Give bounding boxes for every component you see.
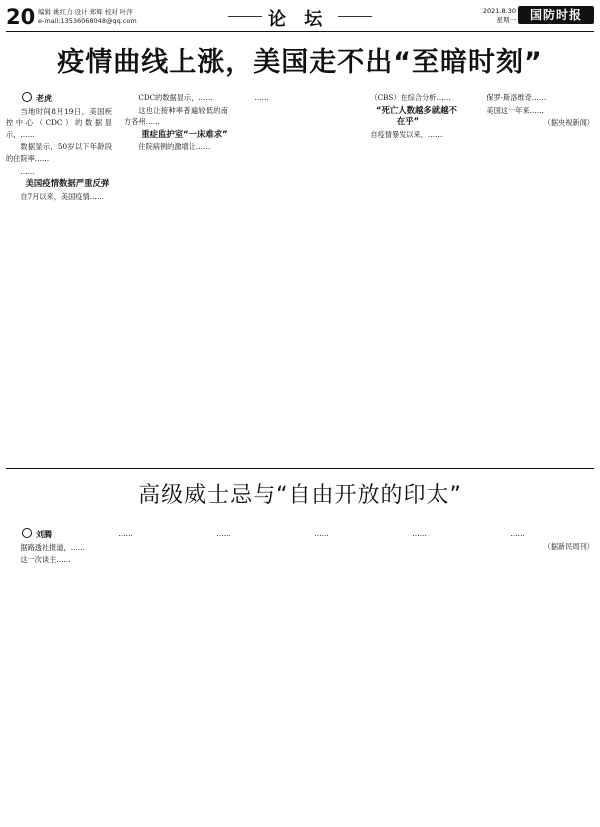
- article1-paragraph: 美国这一年来……: [486, 105, 544, 115]
- article2-byline: 刘腾: [6, 528, 98, 541]
- article1-column-5: [472, 92, 594, 130]
- header-rule: [6, 31, 594, 32]
- article-divider: [6, 468, 594, 469]
- editors-email: e-mail:13536068048@qq.com: [38, 17, 137, 25]
- article1-paragraph: 当地时间8月19日，美国疾控中心（CDC）的数据显示，……: [6, 106, 112, 139]
- article1-paragraph: ……: [20, 166, 35, 176]
- article1-column-1: [6, 92, 112, 203]
- article1-paragraph: 保罗·斯洛维奇……: [486, 93, 547, 102]
- article2-paragraph: ……: [510, 529, 525, 538]
- article2-headline: 高级威士忌与“自由开放的印太”: [138, 483, 462, 508]
- article2-source: （据新民周刊）: [543, 541, 594, 551]
- article1-column-2: [124, 92, 228, 154]
- article2-column-1: [6, 528, 98, 567]
- newspaper-logo: 国防时报: [518, 6, 594, 24]
- article1-paragraph: ……: [254, 93, 269, 102]
- article2-paragraph: 据路透社报道，……: [20, 542, 86, 552]
- article1-paragraph: 住院病例的激增让……: [138, 142, 211, 152]
- weekday-text: 星期一: [496, 16, 516, 24]
- page-number: 20: [6, 5, 36, 29]
- article1-subhead-b: 重症监护室“一床难求”: [141, 128, 228, 139]
- article1-paragraph: 自7月以来，美国疫情……: [20, 191, 105, 201]
- byline-icon: [22, 528, 32, 538]
- article1-paragraph: 自疫情暴发以来，……: [370, 129, 443, 139]
- article1-headline: 疫情曲线上涨，美国走不出“至暗时刻”: [57, 47, 543, 78]
- article2-column-2: [104, 528, 196, 541]
- section-title: 论 坛: [268, 9, 329, 30]
- article1-byline: 老虎: [6, 92, 112, 105]
- page-header: [6, 4, 594, 30]
- date-text: 2021.8.30: [482, 7, 516, 15]
- article2-column-4: [300, 528, 392, 541]
- article2-paragraph: 这一次谈主……: [20, 555, 71, 565]
- article1-column-3: [240, 92, 344, 105]
- article2-column-3: [202, 528, 294, 541]
- editors-info: [38, 8, 208, 26]
- article1-subhead-a: 美国疫情数据严重反弹: [25, 178, 110, 189]
- section-ornament-right: [338, 16, 372, 17]
- article1-paragraph: 数据显示，50岁以下年龄段的住院率……: [6, 142, 112, 163]
- article2-paragraph: ……: [314, 529, 329, 538]
- article2-paragraph: ……: [118, 529, 133, 538]
- section-ornament-left: [228, 16, 262, 17]
- article2-paragraph: ……: [216, 529, 231, 538]
- article1-source: （据央视新闻）: [543, 118, 594, 128]
- issue-date: [476, 7, 516, 25]
- article1-paragraph: （CBS）在综合分析……: [370, 93, 451, 102]
- article1-column-4: [356, 92, 460, 141]
- article1-paragraph: CDC的数据显示，……: [138, 93, 213, 102]
- article1-subhead-c: “死亡人数越多就越不在乎”: [375, 104, 457, 127]
- article1-paragraph: 这也让接种率普遍较低的南方各州……: [124, 105, 228, 127]
- article2-column-5: [398, 528, 490, 541]
- article2-paragraph: ……: [412, 529, 427, 538]
- article2-column-6: [496, 528, 594, 553]
- byline-icon: [22, 92, 32, 102]
- editors-line: 编辑 姚红力 设计 郑辉 校对 叶萍: [38, 8, 133, 16]
